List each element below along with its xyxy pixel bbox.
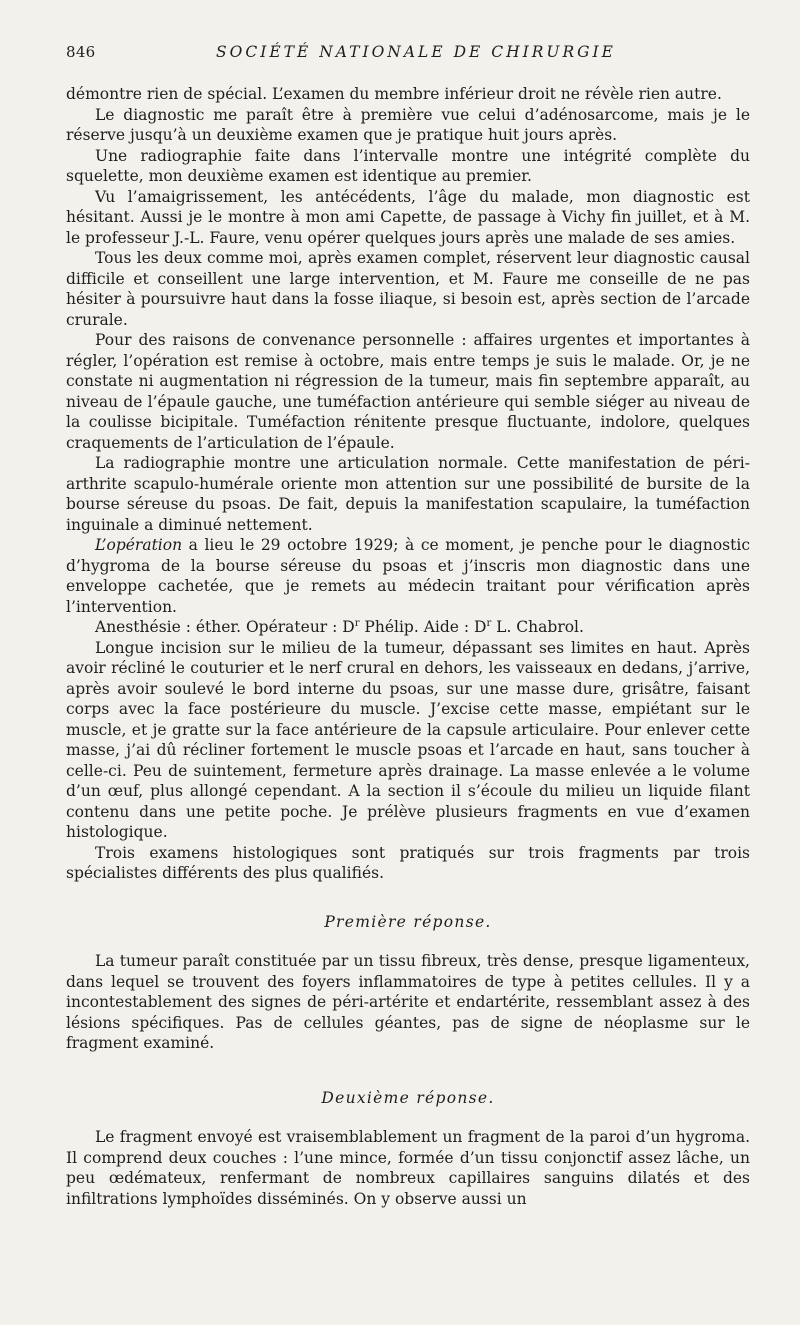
- page-number: 846: [66, 43, 96, 61]
- paragraph: Tous les deux comme moi, après examen complet, réservent leur diagnostic causal difficile et conseillent une large intervention, et M. Faure me conseille de ne pas hésiter à poursuivre haut dans la fosse iliaque, si besoin est, après section de l’arcade crurale.: [66, 249, 750, 329]
- anesthesia-text-3: L. Chabrol.: [491, 618, 584, 636]
- paragraph: La radiographie montre une articulation normale. Cette manifestation de péri-arthrite scapulo-humérale oriente mon attention sur une possibilité de bursite de la bourse séreuse du psoas. De fait, depuis la manifestation scapulaire, la tuméfaction inguinale a diminué nettement.: [66, 454, 750, 534]
- running-title: SOCIÉTÉ NATIONALE DE CHIRURGIE: [216, 43, 616, 61]
- operation-text: a lieu le 29 octobre 1929; à ce moment, je penche pour le diagnostic d’hygroma de la bourse séreuse du psoas et j’inscris mon diagnostic dans une enveloppe cachetée, que je remets au médecin traitant pour vérification après l’intervention.: [66, 536, 750, 616]
- second-response-text: Le fragment envoyé est vraisemblablement un fragment de la paroi d’un hygroma. Il comprend deux couches : l’une mince, formée d’un tissu conjonctif assez lâche, un peu œdémateux, renfermant de nombreux capillaires sanguins dilatés et des infiltrations lymphoïdes disséminés. On y observe aussi un: [66, 1128, 750, 1208]
- paragraph: démontre rien de spécial. L’examen du membre inférieur droit ne révèle rien autre.: [66, 85, 722, 103]
- paragraph: Le diagnostic me paraît être à première vue celui d’adénosarcome, mais je le réserve jusqu’à un deuxième examen que je pratique huit jours après.: [66, 105, 750, 144]
- article-body: [66, 84, 750, 1209]
- paragraph: Vu l’amaigrissement, les antécédents, l’âge du malade, mon diagnostic est hésitant. Aussi je le montre à mon ami Capette, de passage à Vichy fin juillet, et à M. le professeur J.-L. Faure, venu opérer quelques jours après une malade de ses amies.: [66, 187, 750, 247]
- operation-paragraph: [66, 535, 750, 617]
- first-response-text: La tumeur paraît constituée par un tissu fibreux, très dense, presque ligamenteux, dans lequel se trouvent des foyers inflammatoires de type à petites cellules. Il y a incontestablement des signes de péri-artérite et endartérite, ressemblant assez à des lésions spécifiques. Pas de cellules géantes, pas de signe de néoplasme sur le fragment examiné.: [66, 952, 750, 1052]
- operation-lead: L’opération: [95, 536, 183, 554]
- paragraph: Une radiographie faite dans l’intervalle montre une intégrité complète du squelette, mon deuxième examen est identique au premier.: [66, 146, 750, 185]
- doctor-abbrev-sup: r: [486, 617, 492, 629]
- section-heading-first-response: Première réponse.: [324, 912, 492, 931]
- anesthesia-paragraph: [66, 617, 750, 638]
- doctor-abbrev-sup: r: [354, 617, 360, 629]
- anesthesia-text-2: Phélip. Aide : D: [359, 618, 487, 636]
- paragraph: Longue incision sur le milieu de la tumeur, dépassant ses limites en haut. Après avoir récliné le couturier et le nerf crural en dehors, les vaisseaux en dedans, j’arrive, après avoir soulevé le bord interne du psoas, sur une masse dure, grisâtre, faisant corps avec la face postérieure du muscle. J’excise cette masse, empiétant sur le muscle, et je gratte sur la face antérieure de la capsule articulaire. Pour enlever cette masse, j’ai dû récliner fortement le muscle psoas et l’arcade en haut, sans toucher à celle-ci. Peu de suintement, fermeture après drainage. La masse enlevée a le volume d’un œuf, plus allongé cependant. A la section il s’écoule du milieu un liquide filant contenu dans une petite poche. Je prélève plusieurs fragments en vue d’examen histologique.: [66, 638, 750, 841]
- paragraph: Pour des raisons de convenance personnelle : affaires urgentes et importantes à régler, l’opération est remise à octobre, mais entre temps je suis le malade. Or, je ne constate ni augmentation ni régression de la tumeur, mais fin septembre apparaît, au niveau de l’épaule gauche, une tuméfaction antérieure qui semble siéger au niveau de la coulisse bicipitale. Tuméfaction rénitente presque fluctuante, indolore, quelques craquements de l’articulation de l’épaule.: [66, 331, 750, 452]
- page-header: [66, 43, 756, 65]
- paragraph: Trois examens histologiques sont pratiqués sur trois fragments par trois spécialistes différents des plus qualifiés.: [66, 843, 750, 882]
- section-heading-second-response: Deuxième réponse.: [321, 1088, 495, 1107]
- anesthesia-text-1: Anesthésie : éther. Opérateur : D: [95, 618, 355, 636]
